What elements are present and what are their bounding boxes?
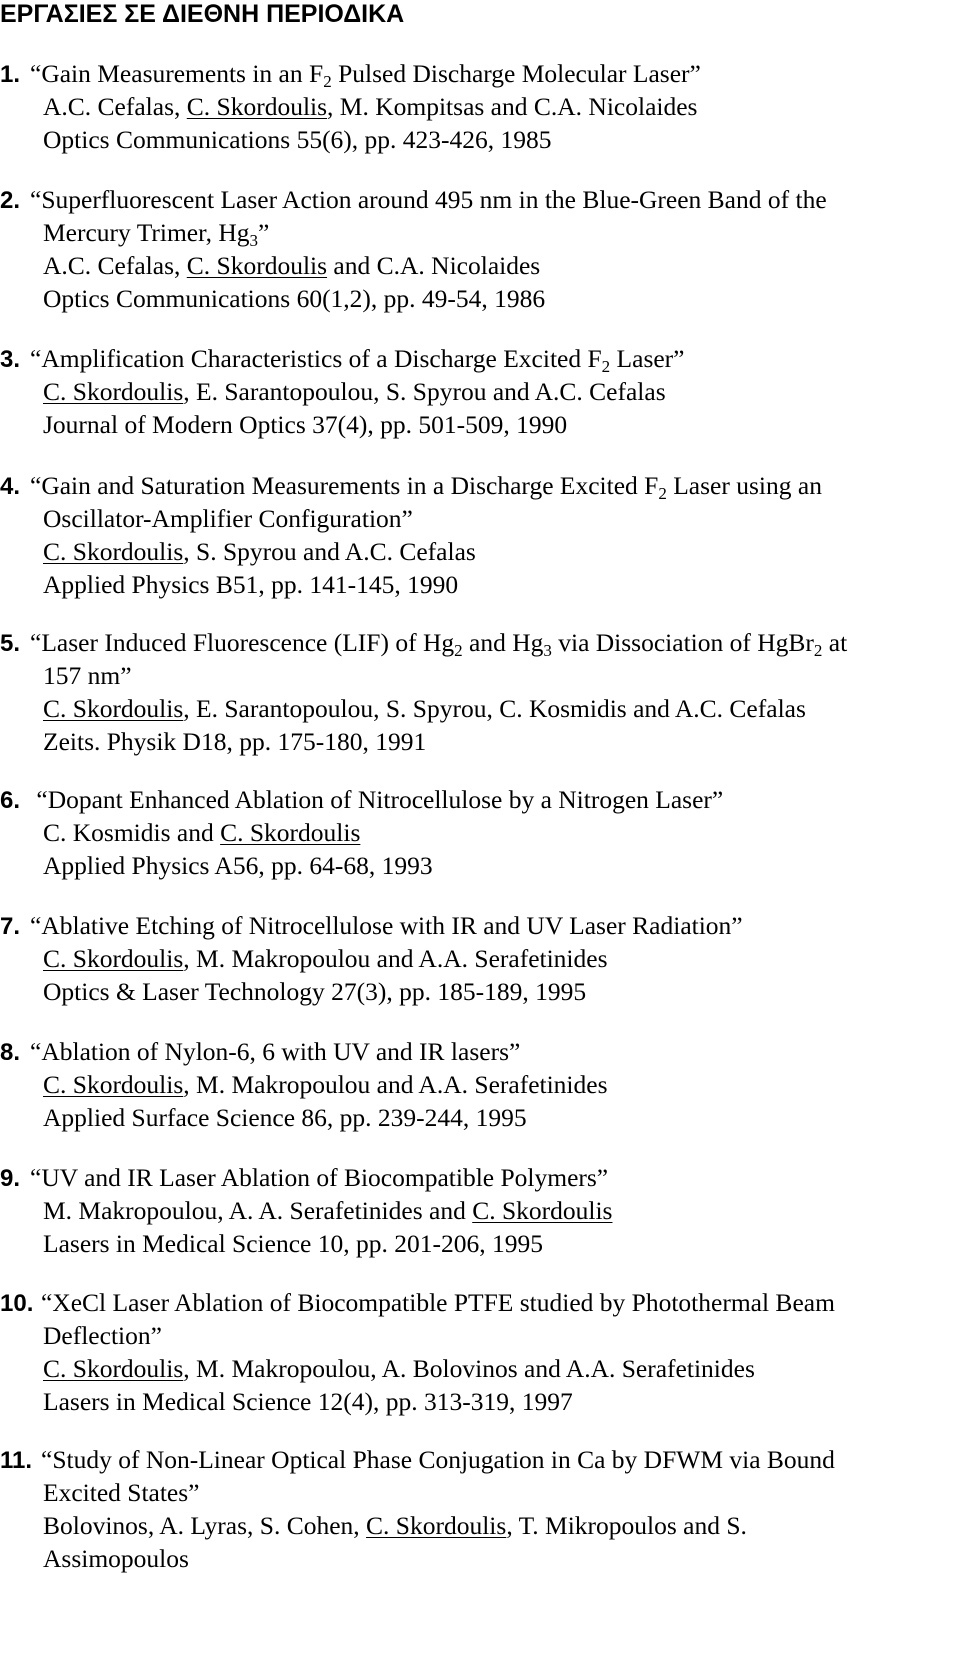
subscript: 2 (813, 641, 823, 660)
text-run: “Dopant Enhanced Ablation of Nitrocellulose by a Nitrogen Laser” (30, 785, 724, 814)
publication-authors (0, 942, 955, 975)
text-run: Laser using an (666, 471, 822, 500)
text-run: and C.A. Nicolaides (327, 251, 541, 280)
publication-title (0, 469, 955, 502)
publication-journal: Applied Physics A56, pp. 64-68, 1993 (43, 851, 433, 880)
publication-entry (0, 909, 955, 1008)
page-title: ΕΡΓΑΣΙΕΣ ΣΕ ΔΙΕΘΝΗ ΠΕΡΙΟΔΙΚΑ (0, 0, 405, 28)
text-run: “Amplification Characteristics of a Discharge Excited F (30, 344, 602, 373)
publication-authors (0, 1352, 955, 1385)
publication-authors (0, 535, 955, 568)
text-run: Assimopoulos (43, 1544, 189, 1573)
text-run: , M. Makropoulou and A.A. Serafetinides (183, 1070, 608, 1099)
subscript: 3 (249, 231, 259, 250)
author-name-highlighted: C. Skordoulis (186, 251, 328, 280)
publication-entry (0, 342, 955, 441)
text-run: , S. Spyrou and A.C. Cefalas (183, 537, 476, 566)
text-run: Bolovinos, A. Lyras, S. Cohen, (43, 1511, 367, 1540)
text-run: “Ablation of Nylon-6, 6 with UV and IR lasers” (30, 1037, 521, 1066)
author-name-highlighted: C. Skordoulis (472, 1196, 613, 1225)
publication-authors (0, 1542, 955, 1575)
publication-authors (0, 1509, 955, 1542)
publication-authors (0, 249, 955, 282)
text-run: “XeCl Laser Ablation of Biocompatible PTFE studied by Photothermal Beam (41, 1288, 835, 1317)
publication-number: 10. (0, 1290, 34, 1317)
subscript: 2 (454, 641, 463, 660)
publication-title (0, 783, 955, 816)
publication-journal: Lasers in Medical Science 12(4), pp. 313-319, 1997 (43, 1387, 573, 1416)
publication-entry (0, 1286, 955, 1418)
author-name-highlighted: C. Skordoulis (43, 1354, 184, 1383)
author-name-highlighted: C. Skordoulis (43, 1070, 184, 1099)
text-run: Laser” (610, 344, 685, 373)
text-run: Mercury Trimer, Hg (43, 218, 250, 247)
text-run: A.C. Cefalas, (43, 92, 187, 121)
publication-entry (0, 626, 955, 758)
subscript: 2 (601, 357, 611, 376)
publication-title (0, 626, 955, 659)
publication-title (0, 183, 955, 216)
publication-title (0, 909, 955, 942)
publication-entry (0, 1161, 955, 1260)
publication-entry (0, 783, 955, 882)
publication-title (0, 216, 955, 249)
publication-journal: Applied Surface Science 86, pp. 239-244, 1995 (43, 1103, 527, 1132)
publication-number: 8. (0, 1039, 21, 1066)
text-run: via Dissociation of HgBr (551, 628, 814, 657)
text-run: “Ablative Etching of Nitrocellulose with IR and UV Laser Radiation” (30, 911, 743, 940)
text-run: Excited States” (43, 1478, 200, 1507)
text-run: Pulsed Discharge Molecular Laser” (331, 59, 701, 88)
publication-authors (0, 90, 955, 123)
publication-number: 2. (0, 187, 21, 214)
text-run: , M. Makropoulou and A.A. Serafetinides (183, 944, 608, 973)
author-name-highlighted: C. Skordoulis (43, 537, 184, 566)
text-run: A.C. Cefalas, (43, 251, 187, 280)
publication-journal: Journal of Modern Optics 37(4), pp. 501-509, 1990 (43, 410, 568, 439)
publication-title (0, 1286, 955, 1319)
publication-title (0, 1476, 955, 1509)
publication-title (0, 57, 955, 90)
text-run: at (822, 628, 848, 657)
publication-number: 9. (0, 1165, 21, 1192)
publication-title (0, 502, 955, 535)
publication-number: 1. (0, 61, 21, 88)
publication-journal: Lasers in Medical Science 10, pp. 201-206, 1995 (43, 1229, 543, 1258)
subscript: 2 (658, 484, 667, 503)
subscript: 3 (543, 641, 552, 660)
publication-authors (0, 692, 955, 725)
publication-number: 3. (0, 346, 21, 373)
publication-number: 11. (0, 1447, 33, 1474)
text-run: “Study of Non-Linear Optical Phase Conjugation in Ca by DFWM via Bound (41, 1445, 835, 1474)
text-run: , E. Sarantopoulou, S. Spyrou and A.C. Cefalas (183, 377, 666, 406)
publication-entry (0, 1035, 955, 1134)
author-name-highlighted: C. Skordoulis (186, 92, 328, 121)
publication-authors (0, 375, 955, 408)
text-run: , M. Makropoulou, A. Bolovinos and A.A. Serafetinides (183, 1354, 755, 1383)
author-name-highlighted: C. Skordoulis (43, 944, 184, 973)
publication-journal: Optics Communications 60(1,2), pp. 49-54, 1986 (43, 284, 546, 313)
publication-entry (0, 57, 955, 156)
text-run: “Gain Measurements in an F (30, 59, 324, 88)
publication-number: 4. (0, 473, 21, 500)
author-name-highlighted: C. Skordoulis (43, 377, 184, 406)
publication-number: 5. (0, 630, 21, 657)
text-run: “Laser Induced Fluorescence (LIF) of Hg (30, 628, 455, 657)
publication-authors (0, 1068, 955, 1101)
subscript: 2 (323, 72, 332, 91)
publication-number: 7. (0, 913, 21, 940)
publication-title (0, 1319, 955, 1352)
publication-journal: Applied Physics B51, pp. 141-145, 1990 (43, 570, 459, 599)
publication-entry (0, 183, 955, 315)
text-run: “Superfluorescent Laser Action around 495 nm in the Blue-Green Band of the (30, 185, 827, 214)
publication-entry (0, 469, 955, 601)
author-name-highlighted: C. Skordoulis (43, 694, 184, 723)
publication-title (0, 659, 955, 692)
text-run: , M. Kompitsas and C.A. Nicolaides (327, 92, 698, 121)
text-run: 157 nm” (43, 661, 132, 690)
publication-entry (0, 1443, 955, 1575)
publication-authors (0, 816, 955, 849)
publication-journal: Optics & Laser Technology 27(3), pp. 185-189, 1995 (43, 977, 587, 1006)
text-run: Deflection” (43, 1321, 162, 1350)
text-run: M. Makropoulou, A. A. Serafetinides and (43, 1196, 473, 1225)
text-run: “UV and IR Laser Ablation of Biocompatible Polymers” (30, 1163, 609, 1192)
publication-authors (0, 1194, 955, 1227)
author-name-highlighted: C. Skordoulis (366, 1511, 507, 1540)
publication-title (0, 1443, 955, 1476)
publication-number: 6. (0, 787, 21, 814)
text-run: and Hg (462, 628, 544, 657)
text-run: ” (258, 218, 270, 247)
publication-title (0, 1161, 955, 1194)
text-run: , T. Mikropoulos and S. (506, 1511, 747, 1540)
text-run: , E. Sarantopoulou, S. Spyrou, C. Kosmidis and A.C. Cefalas (183, 694, 806, 723)
text-run: “Gain and Saturation Measurements in a Discharge Excited F (30, 471, 659, 500)
text-run: Oscillator-Amplifier Configuration” (43, 504, 413, 533)
author-name-highlighted: C. Skordoulis (220, 818, 361, 847)
text-run: C. Kosmidis and (43, 818, 221, 847)
publication-title (0, 342, 955, 375)
publication-title (0, 1035, 955, 1068)
publication-journal: Zeits. Physik D18, pp. 175-180, 1991 (43, 727, 427, 756)
publication-journal: Optics Communications 55(6), pp. 423-426, 1985 (43, 125, 552, 154)
